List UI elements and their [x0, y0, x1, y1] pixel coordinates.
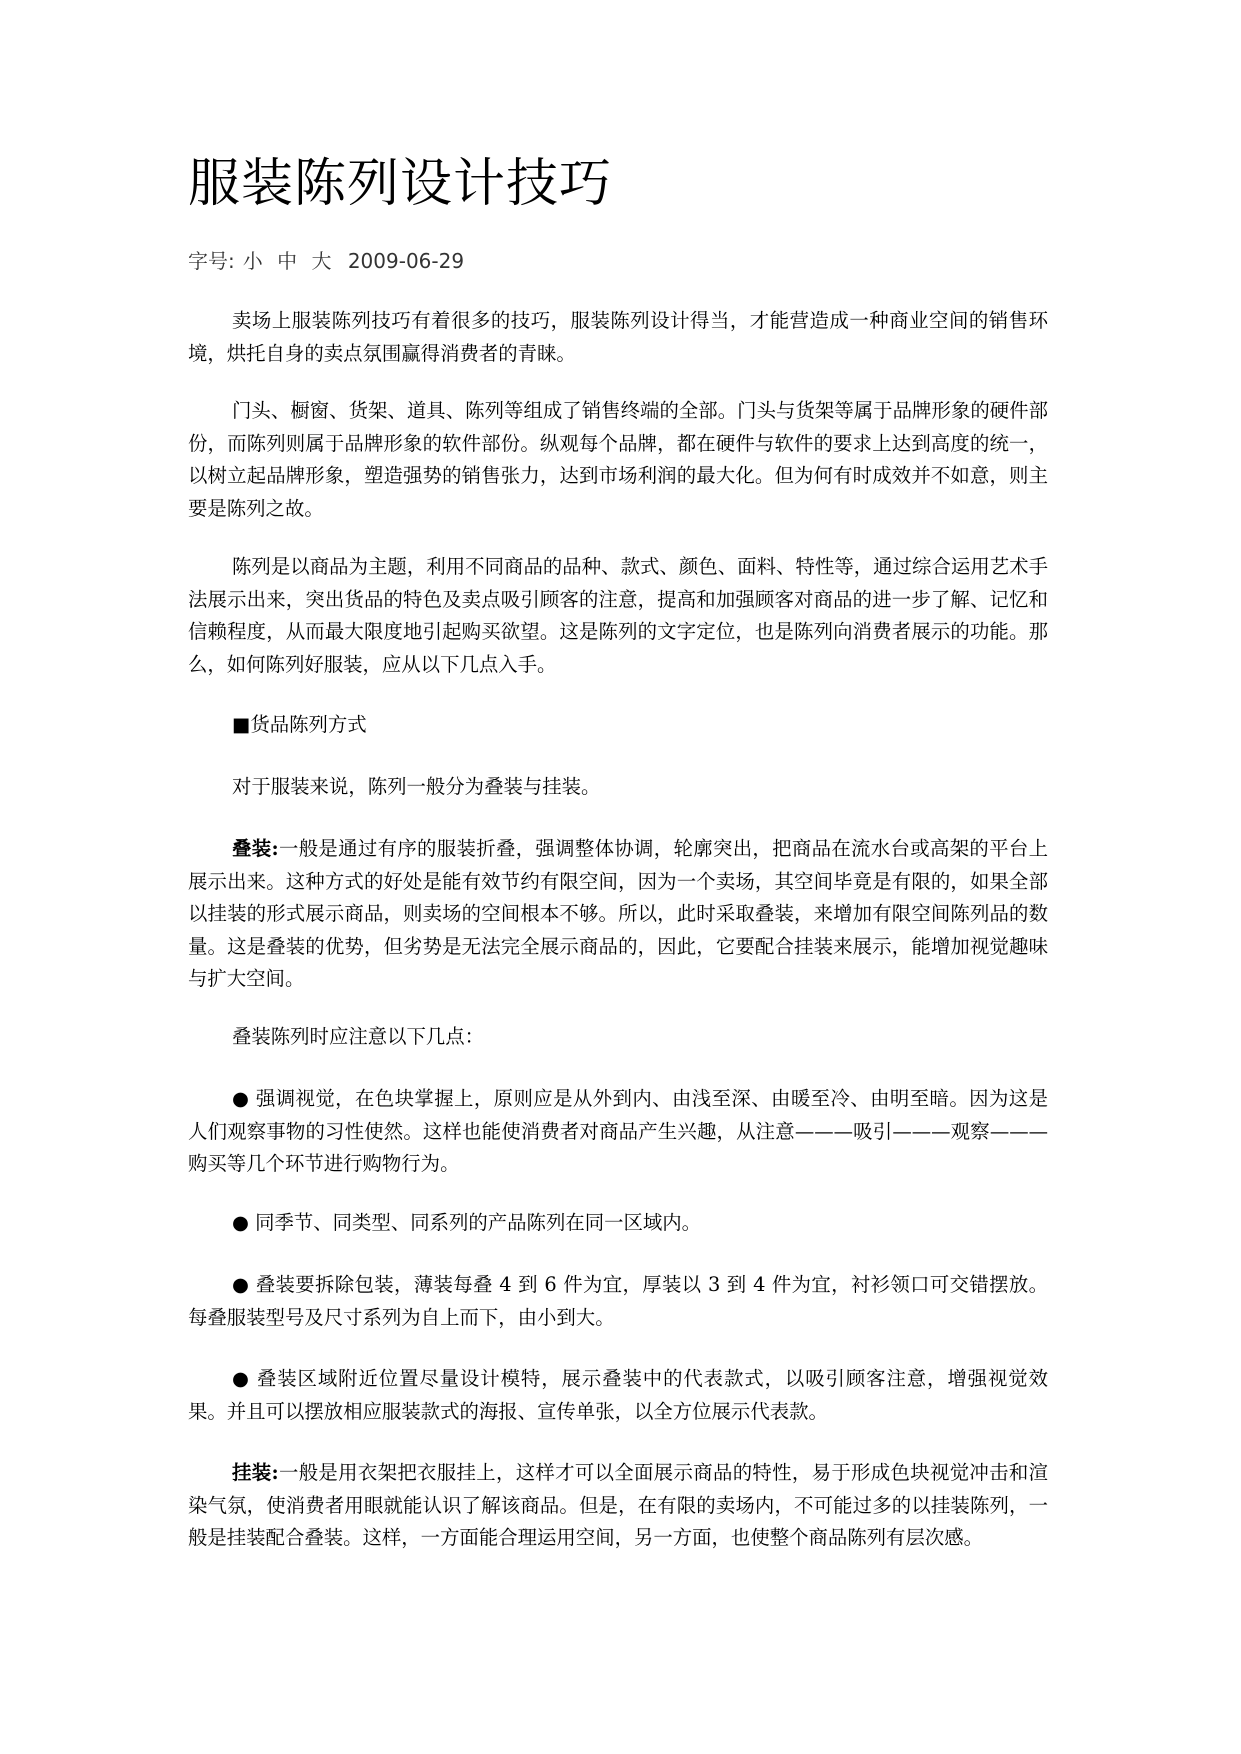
bullet-unpack: ● 叠装要拆除包装，薄装每叠 4 到 6 件为宜，厚装以 3 到 4 件为宜，衬衫领口可交错摆放。每叠服装型号及尺寸系列为自上而下，由小到大。	[188, 1273, 1048, 1329]
font-size-label: 字号:	[188, 249, 235, 273]
paragraph-intro: 卖场上服装陈列技巧有着很多的技巧，服装陈列设计得当，才能营造成一种商业空间的销售环境，烘托自身的卖点氛围赢得消费者的青睐。	[188, 309, 1048, 365]
bullet-visual-emphasis: ● 强调视觉，在色块掌握上，原则应是从外到内、由浅至深、由暖至冷、由明至暗。因为这是人们观察事物的习性使然。这样也能使消费者对商品产生兴趣，从注意———吸引———观察———购买等几个环节进行购物行为。	[188, 1087, 1048, 1175]
section-heading-display-method: ■货品陈列方式	[232, 713, 367, 736]
paragraph-folded	[188, 833, 1048, 996]
paragraph-display-definition: 陈列是以商品为主题，利用不同商品的品种、款式、颜色、面料、特性等，通过综合运用艺术手法展示出来，突出货品的特色及卖点吸引顾客的注意，提高和加强顾客对商品的进一步了解、记忆和信赖程度，从而最大限度地引起购买欲望。这是陈列的文字定位，也是陈列向消费者展示的功能。那么，如何陈列好服装，应从以下几点入手。	[188, 555, 1048, 676]
font-size-medium-link[interactable]: 中	[277, 249, 298, 273]
paragraph-hanging	[188, 1457, 1048, 1555]
font-size-large-link[interactable]: 大	[311, 249, 332, 273]
hanging-term: 挂装:	[232, 1461, 279, 1484]
bullet-mannequin: ● 叠装区域附近位置尽量设计模特，展示叠装中的代表款式，以吸引顾客注意，增强视觉效果。并且可以摆放相应服装款式的海报、宣传单张，以全方位展示代表款。	[188, 1367, 1048, 1423]
article-title: 服装陈列设计技巧	[188, 154, 613, 214]
font-size-small-link[interactable]: 小	[242, 249, 263, 273]
folded-text: 一般是通过有序的服装折叠，强调整体协调，轮廓突出，把商品在流水台或高架的平台上展示出来。这种方式的好处是能有效节约有限空间，因为一个卖场，其空间毕竟是有限的，如果全部以挂装的形式展示商品，则卖场的空间根本不够。所以，此时采取叠装，来增加有限空间陈列品的数量。这是叠装的优势，但劣势是无法完全展示商品的，因此，它要配合挂装来展示，能增加视觉趣味与扩大空间。	[188, 837, 1048, 990]
publish-date: 2009-06-29	[347, 249, 465, 273]
folded-term: 叠装:	[232, 837, 279, 860]
paragraph-folded-notes-intro: 叠装陈列时应注意以下几点：	[232, 1025, 485, 1048]
paragraph-storefront: 门头、橱窗、货架、道具、陈列等组成了销售终端的全部。门头与货架等属于品牌形象的硬件部份，而陈列则属于品牌形象的软件部份。纵观每个品牌，都在硬件与软件的要求上达到高度的统一，以树立起品牌形象，塑造强势的销售张力，达到市场利润的最大化。但为何有时成效并不如意，则主要是陈列之故。	[188, 399, 1048, 520]
bullet-same-series: ● 同季节、同类型、同系列的产品陈列在同一区域内。	[232, 1211, 702, 1234]
paragraph-display-types: 对于服装来说，陈列一般分为叠装与挂装。	[232, 775, 601, 798]
hanging-text: 一般是用衣架把衣服挂上，这样才可以全面展示商品的特性，易于形成色块视觉冲击和渲染气氛，使消费者用眼就能认识了解该商品。但是，在有限的卖场内，不可能过多的以挂装陈列，一般是挂装配合叠装。这样，一方面能合理运用空间，另一方面，也使整个商品陈列有层次感。	[188, 1461, 1048, 1549]
article-meta	[188, 244, 464, 278]
